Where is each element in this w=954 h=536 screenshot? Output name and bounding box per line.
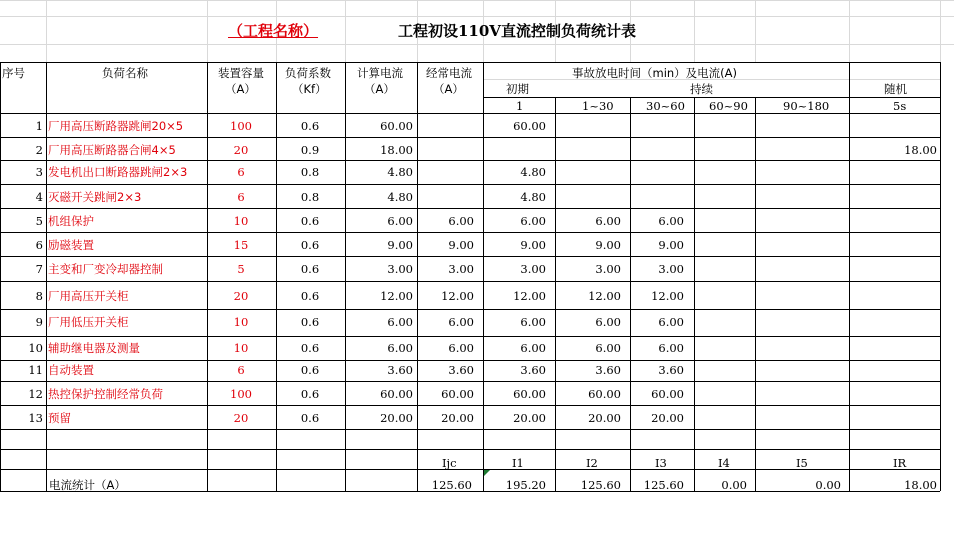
row-number[interactable]: 9 <box>35 315 43 329</box>
i3-value[interactable]: 6.00 <box>658 341 684 355</box>
capacity-value[interactable]: 15 <box>233 238 249 252</box>
time-60-90[interactable]: 60~90 <box>709 99 748 113</box>
capacity-value[interactable]: 20 <box>233 289 249 303</box>
load-name[interactable]: 厂用高压开关柜 <box>48 289 129 303</box>
symbol-i3[interactable]: I3 <box>655 456 667 470</box>
factor-value[interactable]: 0.6 <box>300 238 320 252</box>
factor-value[interactable]: 0.8 <box>300 190 320 204</box>
project-name[interactable]: （工程名称） <box>228 22 319 40</box>
header-calc-current[interactable]: 计算电流 <box>357 66 403 80</box>
i3-value[interactable]: 3.00 <box>658 262 684 276</box>
capacity-value[interactable]: 6 <box>237 165 245 179</box>
i1-value[interactable]: 60.00 <box>513 119 546 133</box>
time-5s[interactable]: 5s <box>893 99 907 113</box>
factor-value[interactable]: 0.6 <box>300 289 320 303</box>
normal-current-value[interactable]: 6.00 <box>448 315 474 329</box>
i3-value[interactable]: 60.00 <box>651 387 684 401</box>
sheet-title[interactable]: 工程初设110V直流控制负荷统计表 <box>398 22 636 40</box>
load-name[interactable]: 机组保护 <box>48 214 94 228</box>
total-i1[interactable]: 195.20 <box>505 478 546 492</box>
calc-current-value[interactable]: 3.60 <box>387 363 413 377</box>
normal-current-value[interactable]: 6.00 <box>448 214 474 228</box>
i1-value[interactable]: 20.00 <box>513 411 546 425</box>
load-name[interactable]: 厂用高压断路器跳闸20×5 <box>48 119 184 133</box>
i1-value[interactable]: 6.00 <box>520 341 546 355</box>
row-number[interactable]: 8 <box>35 289 43 303</box>
i3-value[interactable]: 6.00 <box>658 315 684 329</box>
calc-current-value[interactable]: 4.80 <box>387 165 413 179</box>
header-continuous[interactable]: 持续 <box>690 82 713 96</box>
row-number[interactable]: 13 <box>28 411 43 425</box>
row-number[interactable]: 12 <box>28 387 43 401</box>
capacity-value[interactable]: 6 <box>237 190 245 204</box>
header-normal-unit[interactable]: （A） <box>433 82 464 96</box>
i1-value[interactable]: 60.00 <box>513 387 546 401</box>
capacity-value[interactable]: 20 <box>233 411 249 425</box>
total-i3[interactable]: 125.60 <box>643 478 684 492</box>
calc-current-value[interactable]: 6.00 <box>387 214 413 228</box>
header-factor[interactable]: 负荷系数 <box>285 66 331 80</box>
factor-value[interactable]: 0.6 <box>300 315 320 329</box>
load-name[interactable]: 厂用高压断路器合闸4×5 <box>48 143 176 157</box>
factor-value[interactable]: 0.6 <box>300 363 320 377</box>
calc-current-value[interactable]: 12.00 <box>380 289 413 303</box>
total-ir[interactable]: 18.00 <box>904 478 937 492</box>
symbol-i4[interactable]: I4 <box>718 456 730 470</box>
symbol-ijc[interactable]: Ijc <box>442 456 457 470</box>
i2-value[interactable]: 3.00 <box>595 262 621 276</box>
i2-value[interactable]: 12.00 <box>588 289 621 303</box>
capacity-value[interactable]: 10 <box>233 315 249 329</box>
factor-value[interactable]: 0.6 <box>300 262 320 276</box>
header-calc-unit[interactable]: （A） <box>364 82 395 96</box>
symbol-ir[interactable]: IR <box>893 456 907 470</box>
time-30-60[interactable]: 30~60 <box>646 99 685 113</box>
row-number[interactable]: 10 <box>28 341 43 355</box>
i3-value[interactable]: 20.00 <box>651 411 684 425</box>
calc-current-value[interactable]: 3.00 <box>387 262 413 276</box>
calc-current-value[interactable]: 9.00 <box>387 238 413 252</box>
i1-value[interactable]: 4.80 <box>520 190 546 204</box>
totals-label[interactable]: 电流统计（A） <box>49 478 126 492</box>
time-1[interactable]: 1 <box>516 99 524 113</box>
i3-value[interactable]: 6.00 <box>658 214 684 228</box>
load-name[interactable]: 热控保护控制经常负荷 <box>48 387 163 401</box>
factor-value[interactable]: 0.6 <box>300 214 320 228</box>
normal-current-value[interactable]: 60.00 <box>441 387 474 401</box>
normal-current-value[interactable]: 20.00 <box>441 411 474 425</box>
row-number[interactable]: 2 <box>35 143 43 157</box>
load-name[interactable]: 灭磁开关跳闸2×3 <box>48 190 142 204</box>
i1-value[interactable]: 12.00 <box>513 289 546 303</box>
load-name[interactable]: 自动装置 <box>48 363 94 377</box>
load-name[interactable]: 主变和厂变冷却器控制 <box>48 262 163 276</box>
row-number[interactable]: 1 <box>35 119 43 133</box>
i2-value[interactable]: 20.00 <box>588 411 621 425</box>
row-number[interactable]: 3 <box>35 165 43 179</box>
capacity-value[interactable]: 10 <box>233 214 249 228</box>
i3-value[interactable]: 3.60 <box>658 363 684 377</box>
calc-current-value[interactable]: 6.00 <box>387 315 413 329</box>
time-90-180[interactable]: 90~180 <box>783 99 830 113</box>
calc-current-value[interactable]: 4.80 <box>387 190 413 204</box>
row-number[interactable]: 6 <box>35 238 43 252</box>
header-capacity[interactable]: 装置容量 <box>218 66 264 80</box>
symbol-i5[interactable]: I5 <box>796 456 808 470</box>
i1-value[interactable]: 3.00 <box>520 262 546 276</box>
capacity-value[interactable]: 20 <box>233 143 249 157</box>
header-initial[interactable]: 初期 <box>506 82 529 96</box>
factor-value[interactable]: 0.9 <box>300 143 320 157</box>
i1-value[interactable]: 6.00 <box>520 315 546 329</box>
i2-value[interactable]: 3.60 <box>595 363 621 377</box>
i2-value[interactable]: 6.00 <box>595 315 621 329</box>
ir-value[interactable]: 18.00 <box>904 143 937 157</box>
calc-current-value[interactable]: 60.00 <box>380 387 413 401</box>
header-load-name[interactable]: 负荷名称 <box>102 66 148 80</box>
load-name[interactable]: 辅助继电器及测量 <box>48 341 140 355</box>
symbol-i2[interactable]: I2 <box>586 456 598 470</box>
row-number[interactable]: 4 <box>35 190 43 204</box>
header-random[interactable]: 随机 <box>884 82 907 96</box>
i1-value[interactable]: 9.00 <box>520 238 546 252</box>
total-ijc[interactable]: 125.60 <box>431 478 472 492</box>
header-seq[interactable]: 序号 <box>2 66 25 80</box>
cell-marker-icon <box>484 470 490 476</box>
i2-value[interactable]: 60.00 <box>588 387 621 401</box>
load-name[interactable]: 发电机出口断路器跳闸2×3 <box>48 165 188 179</box>
i3-value[interactable]: 9.00 <box>658 238 684 252</box>
calc-current-value[interactable]: 18.00 <box>380 143 413 157</box>
capacity-value[interactable]: 10 <box>233 341 249 355</box>
header-factor-unit[interactable]: （Kf） <box>292 82 327 96</box>
total-i5[interactable]: 0.00 <box>815 478 841 492</box>
total-i2[interactable]: 125.60 <box>580 478 621 492</box>
factor-value[interactable]: 0.8 <box>300 165 320 179</box>
normal-current-value[interactable]: 3.00 <box>448 262 474 276</box>
time-1-30[interactable]: 1~30 <box>582 99 614 113</box>
row-number[interactable]: 5 <box>35 214 43 228</box>
capacity-value[interactable]: 100 <box>230 119 252 133</box>
row-number[interactable]: 11 <box>28 363 43 377</box>
calc-current-value[interactable]: 6.00 <box>387 341 413 355</box>
load-name[interactable]: 预留 <box>48 411 71 425</box>
header-normal-current[interactable]: 经常电流 <box>426 66 472 80</box>
calc-current-value[interactable]: 60.00 <box>380 119 413 133</box>
factor-value[interactable]: 0.6 <box>300 341 320 355</box>
load-name[interactable]: 厂用低压开关柜 <box>48 315 129 329</box>
row-number[interactable]: 7 <box>35 262 43 276</box>
normal-current-value[interactable]: 12.00 <box>441 289 474 303</box>
capacity-value[interactable]: 6 <box>237 363 245 377</box>
symbol-i1[interactable]: I1 <box>512 456 524 470</box>
total-i4[interactable]: 0.00 <box>721 478 747 492</box>
i2-value[interactable]: 9.00 <box>595 238 621 252</box>
header-capacity-unit[interactable]: （A） <box>225 82 256 96</box>
i3-value[interactable]: 12.00 <box>651 289 684 303</box>
i2-value[interactable]: 6.00 <box>595 341 621 355</box>
capacity-value[interactable]: 100 <box>230 387 252 401</box>
capacity-value[interactable]: 5 <box>237 262 245 276</box>
factor-value[interactable]: 0.6 <box>300 411 320 425</box>
normal-current-value[interactable]: 9.00 <box>448 238 474 252</box>
i2-value[interactable]: 6.00 <box>595 214 621 228</box>
i1-value[interactable]: 4.80 <box>520 165 546 179</box>
i1-value[interactable]: 3.60 <box>520 363 546 377</box>
i1-value[interactable]: 6.00 <box>520 214 546 228</box>
factor-value[interactable]: 0.6 <box>300 387 320 401</box>
load-name[interactable]: 励磁装置 <box>48 238 94 252</box>
calc-current-value[interactable]: 20.00 <box>380 411 413 425</box>
normal-current-value[interactable]: 3.60 <box>448 363 474 377</box>
factor-value[interactable]: 0.6 <box>300 119 320 133</box>
normal-current-value[interactable]: 6.00 <box>448 341 474 355</box>
header-accident[interactable]: 事故放电时间（min）及电流(A) <box>572 66 738 80</box>
